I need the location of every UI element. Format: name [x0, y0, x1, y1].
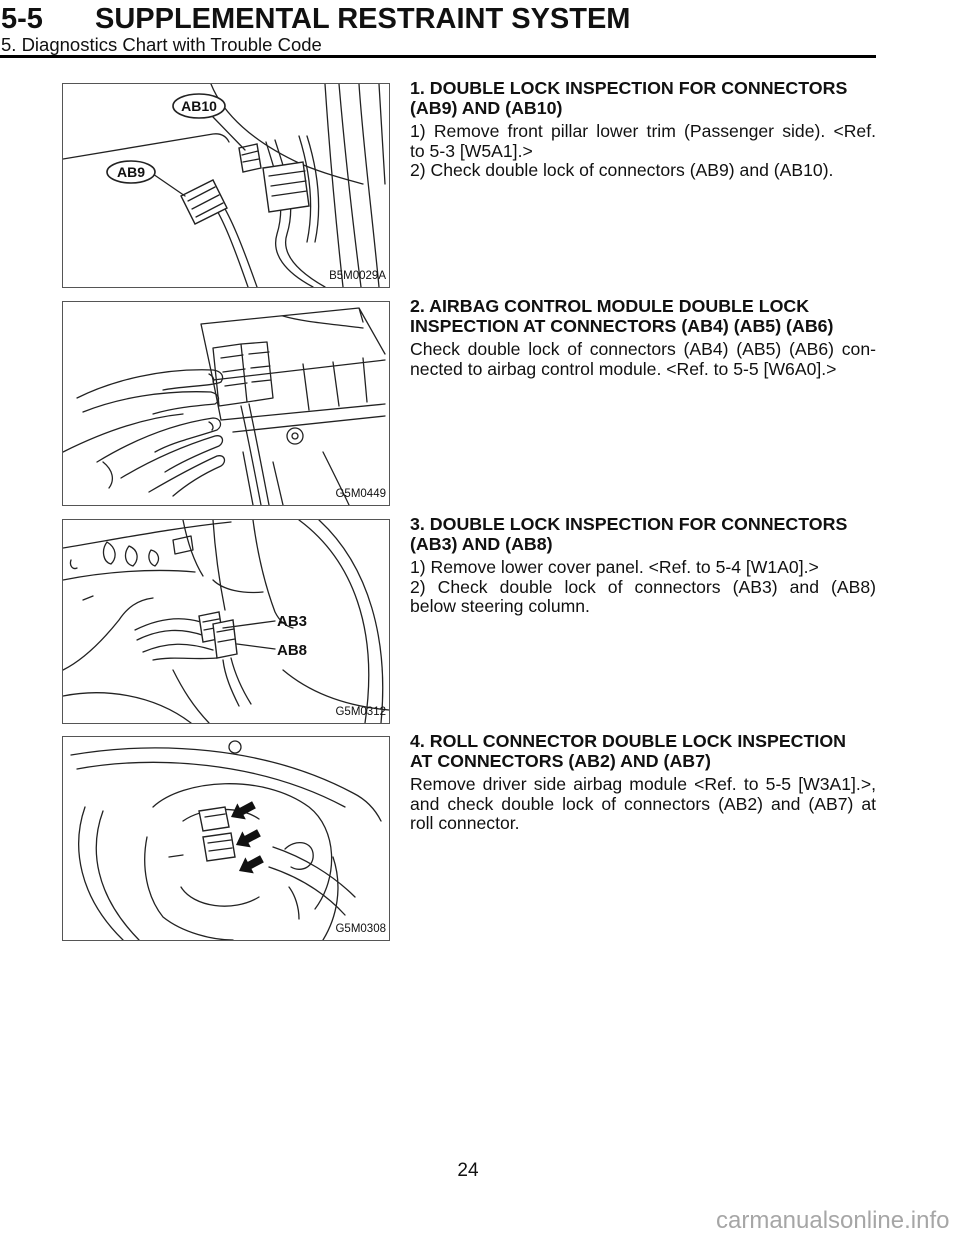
connector-block-housing	[263, 162, 309, 212]
figure-roll-connector	[62, 736, 390, 941]
bolt-center	[292, 433, 298, 439]
heading-line: 4. ROLL CONNECTOR DOUBLE LOCK INSPECTION	[410, 731, 846, 751]
instruction-line: roll connector.	[410, 813, 520, 833]
step-1-heading	[410, 79, 876, 118]
fingers	[63, 370, 224, 496]
label-ab9: AB9	[116, 164, 146, 180]
illustration-steering-column-connectors	[63, 520, 389, 723]
step-1-instructions	[410, 122, 876, 181]
connector-ab7	[203, 833, 235, 861]
arrow-icon	[235, 851, 266, 879]
step-3-heading	[410, 515, 876, 554]
leader-lines	[153, 117, 245, 196]
pillar-trim-outline	[63, 84, 385, 287]
instruction-line: 1) Remove lower cover panel. <Ref. to 5-4 [W1A0].>	[410, 557, 819, 577]
label-ab10: AB10	[181, 98, 217, 114]
connector-ab2	[199, 807, 229, 831]
connector-ab10	[239, 144, 261, 172]
wire-lines	[241, 404, 269, 505]
hand	[63, 370, 224, 496]
steering-spoke	[269, 847, 355, 919]
instruction-line: 1) Remove front pillar lower trim (Passenger side). <Ref.	[410, 121, 876, 141]
step-1-text	[410, 79, 876, 181]
label-ab3: AB3	[277, 613, 308, 630]
instruction-line: to 5-3 [W5A1].>	[410, 140, 533, 161]
column-outline	[183, 520, 293, 628]
figure-connectors-ab3-ab8	[62, 519, 390, 724]
illustration-pillar-connectors	[63, 84, 389, 287]
small-fastener	[229, 741, 241, 753]
connector-ab10-housing	[239, 144, 261, 172]
panel-openings	[70, 536, 193, 600]
module-outline	[201, 308, 385, 420]
heading-line: AT CONNECTORS (AB2) AND (AB7)	[410, 750, 711, 771]
indicator-arrows	[227, 797, 266, 879]
mounting-bolt	[287, 428, 303, 444]
connector-ab7-housing	[203, 833, 235, 861]
label-leaders	[153, 117, 245, 196]
trim-edges	[63, 84, 385, 287]
figure-caption: G5M0449	[335, 488, 386, 500]
instruction-line: and check double lock of connectors (AB2) and (AB7) at	[410, 793, 876, 814]
heading-line: (AB9) AND (AB10)	[410, 97, 563, 118]
header-rule	[0, 55, 876, 58]
instruction-line: 2) Check double lock of connectors (AB3) and (AB8)	[410, 576, 876, 597]
site-watermark: carmanualsonline.info	[716, 1207, 950, 1234]
figure-caption: G5M0312	[335, 706, 386, 718]
instruction-line: Remove driver side airbag module <Ref. to 5-5 [W3A1].>,	[410, 774, 876, 794]
instruction-line: Check double lock of connectors (AB4) (AB5) (AB6) con-	[410, 339, 876, 359]
label-ab8: AB8	[277, 642, 308, 659]
airbag-control-module	[201, 308, 385, 420]
opening-shapes	[70, 536, 193, 600]
horn-pad-knob	[285, 843, 313, 870]
heading-line: 1. DOUBLE LOCK INSPECTION FOR CONNECTORS	[410, 78, 848, 98]
section-number: 5-5	[1, 3, 43, 35]
heading-line: INSPECTION AT CONNECTORS (AB4) (AB5) (AB6)	[410, 315, 834, 336]
step-3-instructions	[410, 558, 876, 617]
step-2-text	[410, 297, 876, 379]
step-4-instructions	[410, 775, 876, 834]
illustration-roll-connector	[63, 737, 389, 940]
section-subtitle: 5. Diagnostics Chart with Trouble Code	[1, 34, 322, 55]
heading-line: 2. AIRBAG CONTROL MODULE DOUBLE LOCK	[410, 296, 810, 316]
instruction-line: below steering column.	[410, 596, 590, 616]
connector-block	[263, 162, 309, 212]
bolt-head	[287, 428, 303, 444]
steering-column	[183, 520, 293, 628]
heading-line: (AB3) AND (AB8)	[410, 533, 553, 554]
figure-caption: G5M0308	[335, 923, 386, 935]
connector-ab8	[213, 620, 237, 658]
step-2-heading	[410, 297, 876, 336]
instruction-line: 2) Check double lock of connectors (AB9) and (AB10).	[410, 160, 834, 180]
figure-connectors-ab9-ab10	[62, 83, 390, 288]
figure-caption: B5M0029A	[329, 270, 386, 282]
step-4-text	[410, 732, 876, 834]
step-2-instructions	[410, 340, 876, 379]
connector-ab2-housing	[199, 807, 229, 831]
heading-line: 3. DOUBLE LOCK INSPECTION FOR CONNECTORS	[410, 514, 848, 534]
module-wire	[241, 404, 269, 505]
step-3-text	[410, 515, 876, 617]
arrow-icon	[232, 825, 263, 853]
instruction-line: nected to airbag control module. <Ref. to 5-5 [W6A0].>	[410, 358, 837, 379]
figure-airbag-control-module	[62, 301, 390, 506]
spoke-outline	[269, 847, 355, 919]
section-title: SUPPLEMENTAL RESTRAINT SYSTEM	[95, 3, 631, 35]
knob-outline	[285, 843, 313, 870]
step-4-heading	[410, 732, 876, 771]
illustration-module-connectors	[63, 302, 389, 505]
page-number: 24	[457, 1160, 479, 1181]
arrow-icon	[227, 797, 258, 825]
